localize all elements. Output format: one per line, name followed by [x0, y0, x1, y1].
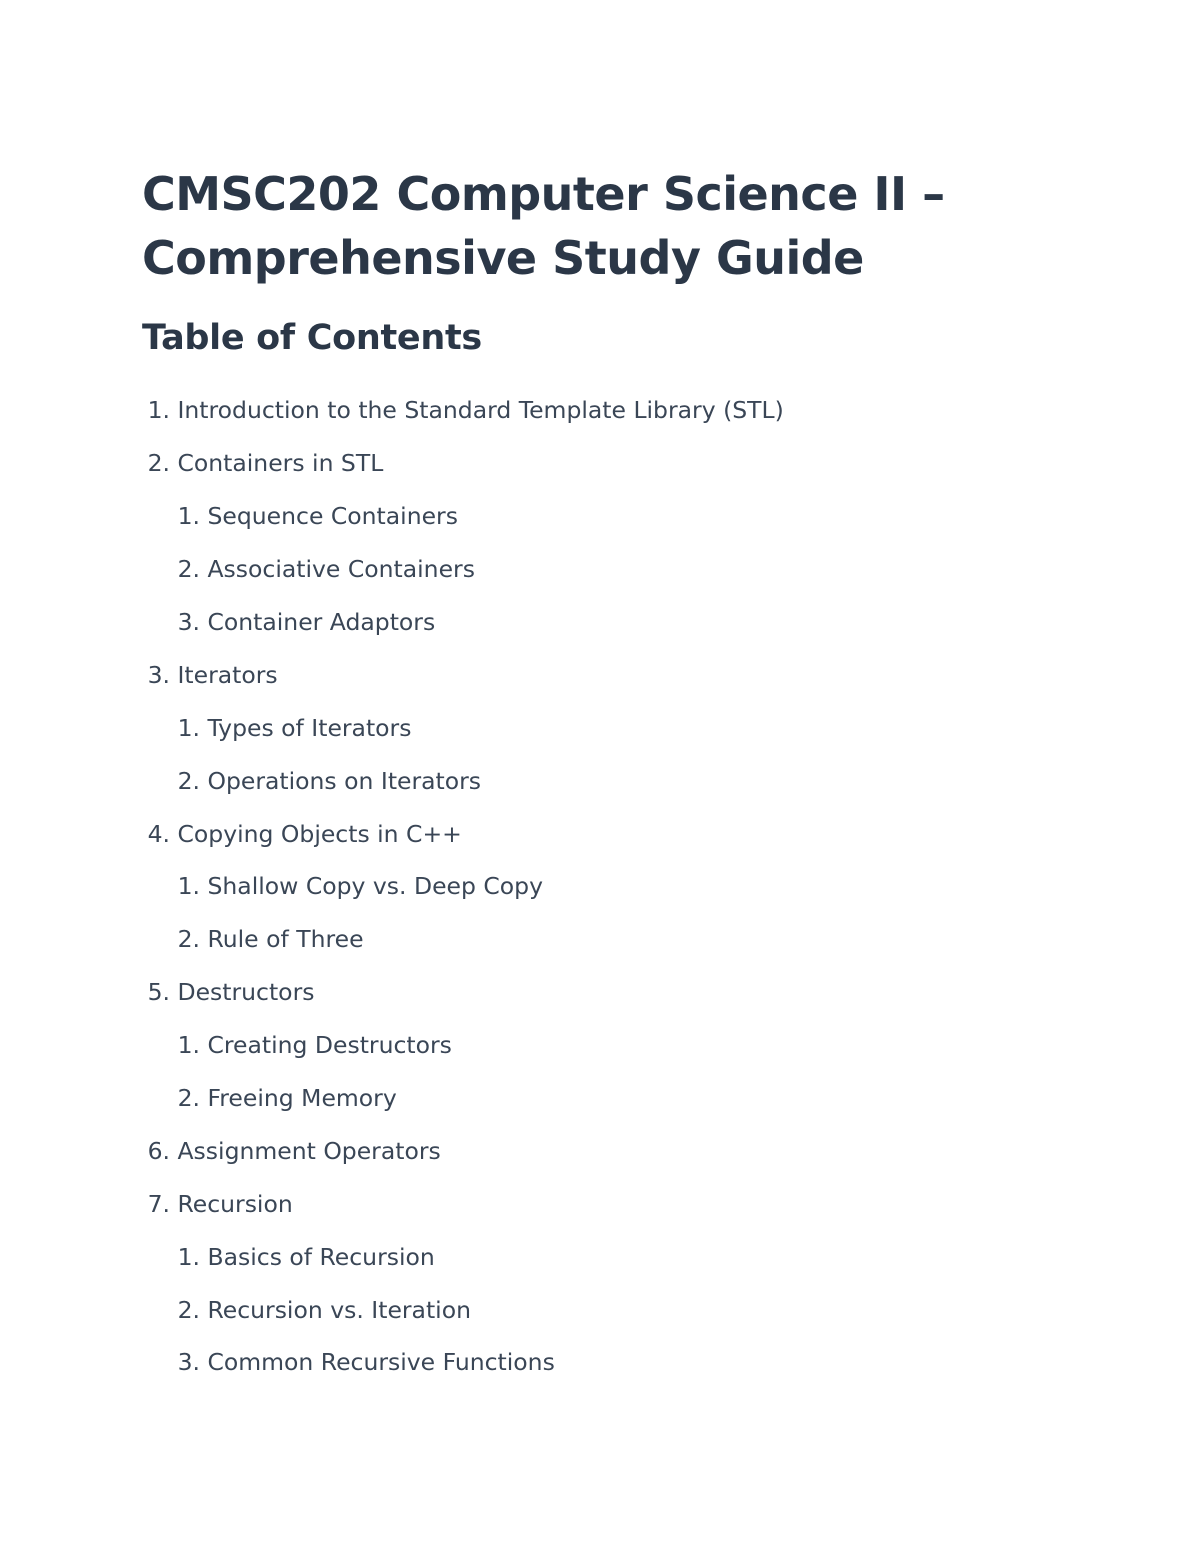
toc-item-number: 1.	[177, 502, 200, 531]
toc-item-number: 2.	[177, 766, 200, 795]
toc-subitem[interactable]	[142, 1230, 784, 1283]
toc-item-label: Containers in STL	[177, 449, 384, 478]
toc-subitem[interactable]	[142, 596, 784, 649]
toc-item-label: Rule of Three	[207, 925, 364, 954]
toc-item-number: 2.	[177, 1295, 200, 1324]
toc-item-number: 7.	[147, 1189, 170, 1218]
toc-item-number: 1.	[177, 1242, 200, 1271]
toc-item[interactable]	[142, 648, 784, 701]
toc-item-number: 4.	[147, 819, 170, 848]
toc-item-label: Recursion vs. Iteration	[207, 1295, 471, 1324]
toc-item-number: 1.	[147, 396, 170, 425]
toc-item-label: Iterators	[177, 660, 278, 689]
toc-heading: Table of Contents	[142, 318, 482, 358]
toc-subitem[interactable]	[142, 1336, 784, 1389]
toc-item-label: Basics of Recursion	[207, 1242, 435, 1271]
toc-item-label: Freeing Memory	[207, 1084, 397, 1113]
toc-item[interactable]	[142, 1124, 784, 1177]
toc-item-label: Creating Destructors	[207, 1031, 452, 1060]
toc-item-label: Shallow Copy vs. Deep Copy	[207, 872, 544, 901]
toc-item-number: 6.	[147, 1136, 170, 1165]
toc-item-label: Common Recursive Functions	[207, 1348, 555, 1377]
toc-item[interactable]	[142, 807, 784, 860]
toc-item-number: 3.	[147, 660, 170, 689]
toc-subitem[interactable]	[142, 754, 784, 807]
toc-item-number: 3.	[177, 1348, 200, 1377]
toc-item-label: Sequence Containers	[207, 502, 458, 531]
document-title-line-2: Comprehensive Study Guide	[142, 231, 864, 285]
toc-item-number: 2.	[177, 555, 200, 584]
toc-subitem[interactable]	[142, 860, 784, 913]
toc-item-number: 5.	[147, 978, 170, 1007]
toc-item-label: Destructors	[177, 978, 315, 1007]
toc-item-label: Introduction to the Standard Template Library (STL)	[177, 396, 784, 425]
document-title-line-1: CMSC202 Computer Science II –	[142, 167, 945, 221]
toc-item-label: Recursion	[177, 1189, 293, 1218]
toc-item-number: 2.	[177, 1084, 200, 1113]
toc-subitem[interactable]	[142, 1072, 784, 1125]
toc-item-label: Assignment Operators	[177, 1136, 441, 1165]
toc-subitem[interactable]	[142, 701, 784, 754]
toc-item-number: 2.	[177, 925, 200, 954]
toc-item[interactable]	[142, 437, 784, 490]
toc-item[interactable]	[142, 966, 784, 1019]
toc-item-number: 1.	[177, 713, 200, 742]
toc-item-label: Types of Iterators	[207, 713, 412, 742]
toc-subitem[interactable]	[142, 490, 784, 543]
toc-item-label: Copying Objects in C++	[177, 819, 462, 848]
toc-item-number: 1.	[177, 1031, 200, 1060]
toc-item-number: 2.	[147, 449, 170, 478]
toc-item-label: Container Adaptors	[207, 608, 436, 636]
table-of-contents	[142, 384, 784, 1389]
toc-item[interactable]	[142, 384, 784, 437]
toc-item-label: Operations on Iterators	[207, 766, 482, 795]
document-title	[142, 162, 945, 290]
toc-subitem[interactable]	[142, 543, 784, 596]
toc-subitem[interactable]	[142, 1019, 784, 1072]
toc-item-number: 1.	[177, 872, 200, 901]
toc-subitem[interactable]	[142, 913, 784, 966]
toc-subitem[interactable]	[142, 1283, 784, 1336]
toc-item-label: Associative Containers	[207, 555, 475, 584]
toc-item[interactable]	[142, 1177, 784, 1230]
toc-item-number: 3.	[177, 608, 200, 636]
